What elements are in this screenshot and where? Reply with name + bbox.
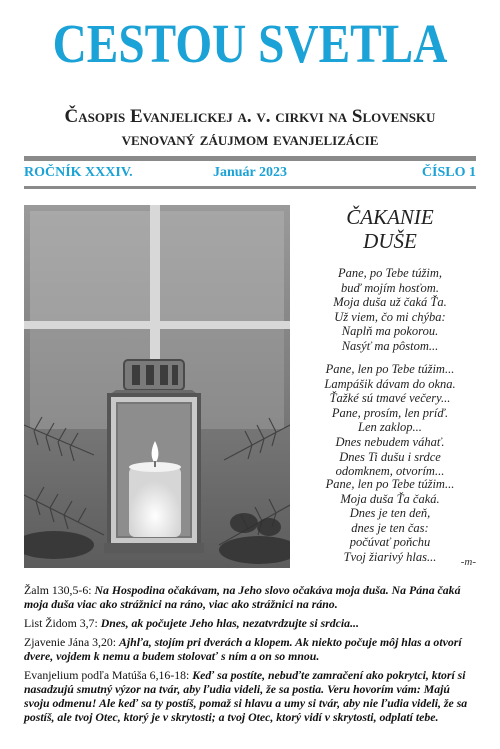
poem-line: Pane, prosím, len príď. — [331, 405, 449, 420]
volume-label: ROČNÍK XXXIV. — [24, 165, 133, 180]
verse-item — [24, 616, 478, 630]
poem-line: Pane, len po Tebe túžim... — [325, 362, 455, 376]
masthead-title: CESTOU SVETLA — [52, 13, 448, 74]
poem-line: Pane, len po Tebe túžim... — [325, 477, 455, 491]
poem-line: Pane, po Tebe túžim, — [337, 266, 443, 280]
verse-reference: Evanjelium podľa Matúša 6,16-18: — [24, 668, 190, 682]
issue-date: Január 2023 — [212, 165, 288, 180]
poem-line: Už viem, čo mi chýba: — [334, 309, 446, 324]
poem-stanza — [302, 266, 478, 354]
divider-top — [24, 156, 476, 161]
verse-reference: Zjavenie Jána 3,20: — [24, 635, 117, 649]
poem-line: počúvať poňchu — [349, 535, 431, 550]
poem-line: dnes je ten čas: — [351, 520, 429, 535]
poem-line: Tvoj žiarivý hlas... — [343, 549, 437, 564]
poem-line: buď mojím hosťom. — [341, 280, 439, 295]
poem-line: Lampášik dávam do okna. — [324, 376, 456, 391]
verse-item — [24, 583, 478, 611]
masthead-subtitle-2: venovaný záujmom evanjelizácie — [121, 129, 379, 150]
verse-text: Keď sa postíte, nebuďte zamračení ako pokrytci, ktorí si nasadzujú smutný výzor na tvár, aby ľudia videli, že sa postia. Veru hovorím vám: Majú svoju odmenu! Ale keď sa ty postíš, pomaž si hlavu a umy si tvár, aby nie ľudia videli, že sa postíš, ale tvoj Otec, ktorý je v skrytosti; a tvoj Otec, ktorý vidí v skrytosti, odplatí tebe. — [24, 668, 468, 724]
bible-verses — [24, 583, 478, 729]
lantern-photo-illustration — [24, 205, 290, 568]
poem-line: Moja duša Ťa čaká. — [340, 491, 440, 506]
poem-title: ČAKANIE — [346, 205, 434, 229]
verse-item — [24, 635, 478, 663]
verse-text: Na Hospodina očakávam, na Jeho slovo očakáva moja duša. Na Pána čaká moja duša viac ako strážnici na ráno, viac ako strážnici na ráno. — [24, 583, 461, 611]
poem-line: Dnes je ten deň, — [349, 506, 431, 521]
divider-bottom — [24, 186, 476, 189]
poem-line: odomknem, otvorím... — [335, 464, 445, 479]
verse-reference: Žalm 130,5-6: — [24, 583, 92, 597]
poem-title-2: DUŠE — [363, 229, 417, 253]
poem-line: Dnes nebudem váhať. — [335, 434, 445, 449]
poem-line: Naplň ma pokorou. — [341, 324, 439, 339]
verse-item — [24, 668, 478, 724]
issue-info-row — [24, 163, 476, 183]
verse-reference: List Židom 3,7: — [24, 616, 98, 630]
poem-line: Ťažké sú tmavé večery... — [329, 391, 451, 406]
poem-line: Moja duša už čaká Ťa. — [333, 295, 447, 310]
verse-text: Ajhľa, stojím pri dverách a klopem. Ak niekto počuje môj hlas a otvorí dvere, vojdem k nemu a budem stolovať s ním a on so mnou. — [24, 635, 462, 663]
issue-number: ČÍSLO 1 — [421, 165, 476, 180]
poem-line: Nasýť ma pôstom... — [341, 338, 439, 353]
poem-stanza — [302, 362, 478, 479]
poem-stanza — [302, 477, 478, 565]
poem-line: Dnes Ti dušu i srdce — [339, 449, 441, 464]
masthead-subtitle: Časopis Evanjelickej a. v. cirkvi na Slovensku — [64, 106, 436, 127]
verse-text: Dnes, ak počujete Jeho hlas, nezatvrdzujte si srdcia... — [100, 616, 359, 630]
cover-photo — [24, 205, 290, 568]
poem-line: Len zaklop... — [358, 420, 422, 435]
poem-signature: -m- — [460, 556, 476, 568]
